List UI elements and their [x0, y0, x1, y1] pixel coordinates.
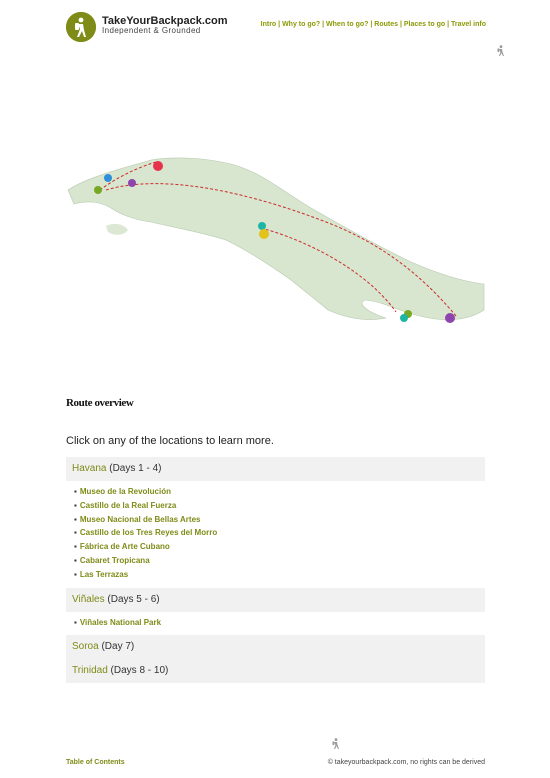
- section-trinidad[interactable]: [66, 659, 485, 683]
- logo[interactable]: [66, 12, 96, 42]
- marker-havana[interactable]: [153, 161, 163, 171]
- location-link[interactable]: Havana: [72, 463, 107, 474]
- location-link[interactable]: Trinidad: [72, 665, 108, 677]
- list-item[interactable]: ▪ Castillo de los Tres Reyes del Morro: [74, 526, 485, 540]
- location-link[interactable]: Soroa: [72, 641, 99, 653]
- hiker-logo-icon: [66, 12, 96, 42]
- list-item[interactable]: ▪ Castillo de la Real Fuerza: [74, 499, 485, 513]
- nav-item-routes[interactable]: Routes: [374, 21, 399, 28]
- location-days: (Days 1 - 4): [109, 463, 162, 474]
- top-nav: Intro | Why to go? | When to go? | Routes | Places to go | Travel info: [260, 21, 486, 28]
- section-title: Route overview: [66, 397, 134, 409]
- page-header: [66, 12, 486, 40]
- havana-items: [66, 485, 485, 588]
- brand-tagline: Independent & Grounded: [102, 26, 201, 35]
- location-link[interactable]: Viñales: [72, 593, 105, 605]
- list-item[interactable]: ▪ Museo de la Revolución: [74, 485, 485, 499]
- marker-soroa[interactable]: [128, 179, 136, 187]
- copyright-text: © takeyourbackpack.com, no rights can be derived: [327, 759, 485, 766]
- hiker-icon: [496, 45, 506, 57]
- list-item[interactable]: ▪ Las Terrazas: [74, 568, 485, 582]
- location-days: (Days 8 - 10): [110, 665, 169, 677]
- route-map[interactable]: [66, 150, 486, 325]
- nav-item-when[interactable]: When to go?: [326, 21, 369, 28]
- location-days: (Days 5 - 6): [107, 593, 160, 605]
- list-item[interactable]: ▪ Viñales National Park: [74, 616, 485, 630]
- marker-baracoa[interactable]: [445, 313, 455, 323]
- list-item[interactable]: ▪ Fábrica de Arte Cubano: [74, 540, 485, 554]
- marker-cienfuegos[interactable]: [258, 222, 266, 230]
- route-list: [66, 457, 485, 687]
- table-of-contents-link[interactable]: Table of Contents: [66, 759, 125, 766]
- vinales-items: [66, 616, 485, 636]
- location-days: (Day 7): [101, 641, 135, 653]
- section-soroa[interactable]: [66, 635, 485, 659]
- hiker-icon: [331, 738, 341, 750]
- list-item[interactable]: ▪ Museo Nacional de Bellas Artes: [74, 513, 485, 527]
- nav-item-why[interactable]: Why to go?: [282, 21, 321, 28]
- intro-text: Click on any of the locations to learn more.: [66, 435, 274, 447]
- section-havana[interactable]: [66, 457, 485, 481]
- marker-vinales-a[interactable]: [104, 174, 112, 182]
- nav-item-travel-info[interactable]: Travel info: [450, 21, 486, 28]
- marker-santiago-b[interactable]: [400, 314, 408, 322]
- nav-item-intro[interactable]: Intro: [260, 21, 277, 28]
- marker-vinales-b[interactable]: [94, 186, 102, 194]
- nav-item-places[interactable]: Places to go: [403, 21, 446, 28]
- list-item[interactable]: ▪ Cabaret Tropicana: [74, 554, 485, 568]
- brand-name[interactable]: TakeYourBackpack.com: [102, 15, 228, 27]
- section-vinales[interactable]: [66, 588, 485, 612]
- marker-trinidad[interactable]: [259, 229, 269, 239]
